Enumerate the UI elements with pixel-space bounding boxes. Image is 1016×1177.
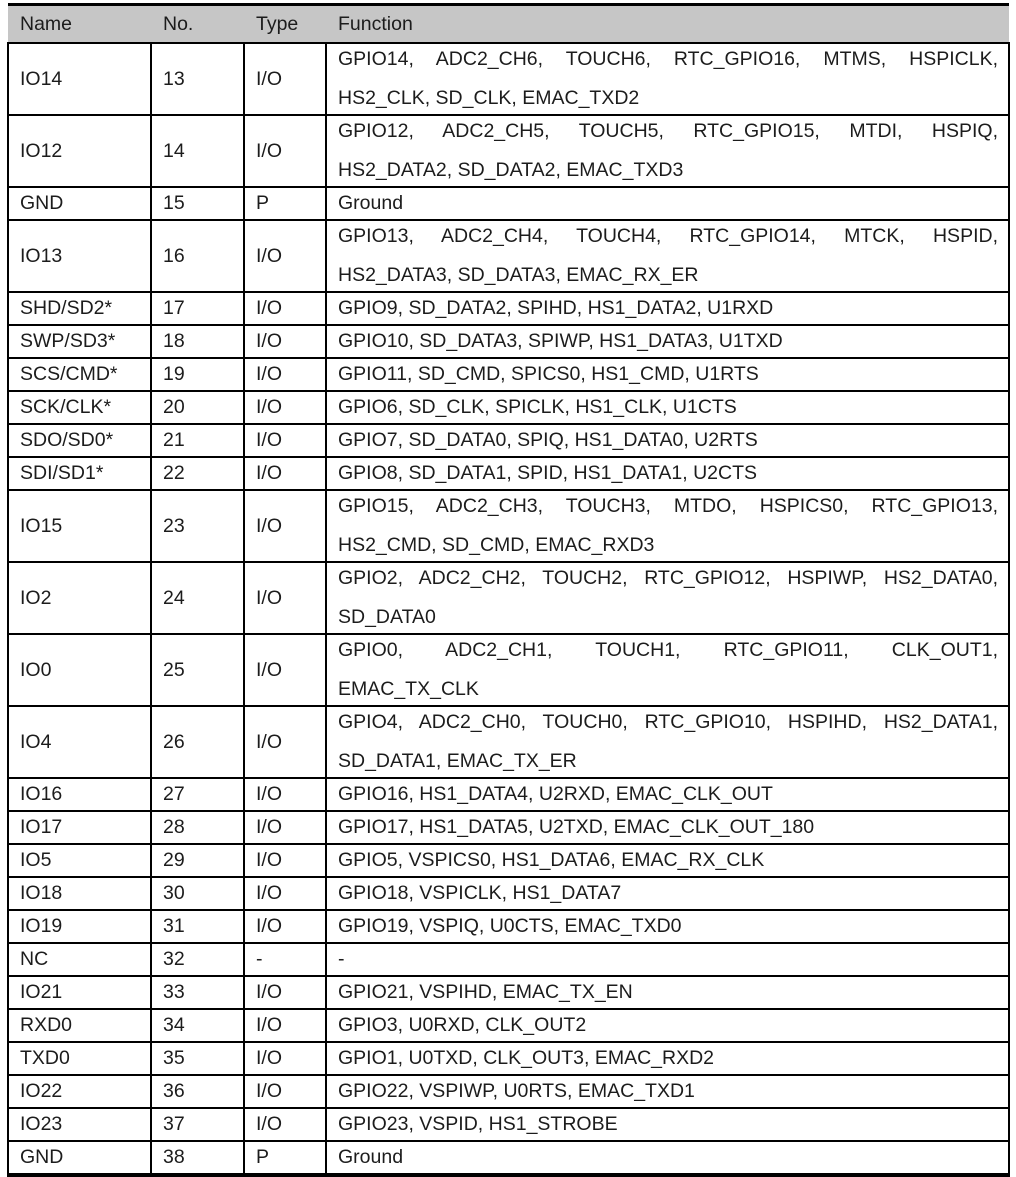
pin-number-cell: 26 (151, 706, 244, 778)
table-row (8, 1075, 1009, 1108)
pin-type-cell: I/O (244, 562, 326, 634)
pin-function-cell (326, 1009, 1009, 1042)
function-line: HS2_DATA2, SD_DATA2, EMAC_TXD3 (338, 159, 684, 181)
pin-name-cell: IO22 (8, 1075, 151, 1108)
pin-function-cell (326, 424, 1009, 457)
pin-type-cell: I/O (244, 43, 326, 115)
table-row (8, 1042, 1009, 1075)
table-row (8, 1108, 1009, 1141)
table-row (8, 877, 1009, 910)
table-row (8, 358, 1009, 391)
pin-number-cell: 28 (151, 811, 244, 844)
pin-name-cell: IO12 (8, 115, 151, 187)
pin-type-cell: I/O (244, 877, 326, 910)
pin-number-cell: 23 (151, 490, 244, 562)
pin-number-cell: 33 (151, 976, 244, 1009)
pin-number-cell: 30 (151, 877, 244, 910)
function-line: GPIO18, VSPICLK, HS1_DATA7 (338, 882, 622, 904)
table-row (8, 325, 1009, 358)
table-row (8, 115, 1009, 187)
pin-number-cell: 38 (151, 1141, 244, 1175)
pin-number-cell: 24 (151, 562, 244, 634)
pin-name-cell: IO14 (8, 43, 151, 115)
pin-number-cell: 36 (151, 1075, 244, 1108)
pin-function-cell (326, 292, 1009, 325)
pin-type-cell: I/O (244, 115, 326, 187)
pin-name-cell: TXD0 (8, 1042, 151, 1075)
pin-function-cell (326, 457, 1009, 490)
pin-function-cell (326, 943, 1009, 976)
pin-number-cell: 22 (151, 457, 244, 490)
pin-number-cell: 17 (151, 292, 244, 325)
column-header-name: Name (8, 5, 151, 44)
pin-table-body (8, 43, 1009, 1175)
table-row (8, 187, 1009, 220)
pin-function-cell (326, 1108, 1009, 1141)
pin-name-cell: SWP/SD3* (8, 325, 151, 358)
pin-number-cell: 25 (151, 634, 244, 706)
function-line: GPIO3, U0RXD, CLK_OUT2 (338, 1014, 587, 1036)
pin-function-cell (326, 634, 1009, 706)
pin-type-cell: I/O (244, 220, 326, 292)
table-row (8, 562, 1009, 634)
pin-type-cell: I/O (244, 490, 326, 562)
function-line: GPIO17, HS1_DATA5, U2TXD, EMAC_CLK_OUT_180 (338, 816, 815, 838)
pin-function-cell (326, 778, 1009, 811)
pin-number-cell: 31 (151, 910, 244, 943)
pin-function-cell (326, 910, 1009, 943)
header-row (8, 5, 1009, 44)
pin-type-cell: I/O (244, 778, 326, 811)
pin-type-cell: I/O (244, 976, 326, 1009)
function-line: GPIO14, ADC2_CH6, TOUCH6, RTC_GPIO16, MTMS, HSPICLK, (338, 48, 998, 70)
pin-name-cell: GND (8, 187, 151, 220)
pin-function-cell (326, 43, 1009, 115)
pin-function-cell (326, 490, 1009, 562)
table-row (8, 43, 1009, 115)
pin-function-table (7, 3, 1010, 1177)
pin-type-cell: I/O (244, 1042, 326, 1075)
function-line: GPIO0, ADC2_CH1, TOUCH1, RTC_GPIO11, CLK_OUT1, (338, 639, 998, 661)
pin-name-cell: IO15 (8, 490, 151, 562)
table-row (8, 220, 1009, 292)
pin-name-cell: SCS/CMD* (8, 358, 151, 391)
pin-number-cell: 20 (151, 391, 244, 424)
pin-type-cell: I/O (244, 292, 326, 325)
column-header-no: No. (151, 5, 244, 44)
pin-function-cell (326, 877, 1009, 910)
pin-type-cell: I/O (244, 391, 326, 424)
function-line: - (338, 948, 345, 970)
pin-type-cell: - (244, 943, 326, 976)
function-line: Ground (338, 1146, 404, 1168)
pin-type-cell: I/O (244, 634, 326, 706)
function-line: GPIO19, VSPIQ, U0CTS, EMAC_TXD0 (338, 915, 682, 937)
function-line: GPIO4, ADC2_CH0, TOUCH0, RTC_GPIO10, HSPIHD, HS2_DATA1, (338, 711, 998, 733)
pin-function-cell (326, 220, 1009, 292)
pin-type-cell: I/O (244, 910, 326, 943)
function-line: SD_DATA1, EMAC_TX_ER (338, 750, 577, 772)
function-line: GPIO16, HS1_DATA4, U2RXD, EMAC_CLK_OUT (338, 783, 773, 805)
function-line: HS2_CMD, SD_CMD, EMAC_RXD3 (338, 534, 655, 556)
pin-name-cell: IO19 (8, 910, 151, 943)
pin-function-cell (326, 562, 1009, 634)
table-row (8, 943, 1009, 976)
pin-name-cell: GND (8, 1141, 151, 1175)
function-line: Ground (338, 192, 404, 214)
function-line: EMAC_TX_CLK (338, 678, 479, 700)
pin-function-cell (326, 844, 1009, 877)
pin-type-cell: I/O (244, 358, 326, 391)
pin-name-cell: IO2 (8, 562, 151, 634)
pin-name-cell: IO13 (8, 220, 151, 292)
table-row (8, 457, 1009, 490)
pin-name-cell: IO0 (8, 634, 151, 706)
pin-type-cell: I/O (244, 1075, 326, 1108)
table-row (8, 490, 1009, 562)
pin-type-cell: P (244, 187, 326, 220)
table-row (8, 1009, 1009, 1042)
table-row (8, 976, 1009, 1009)
table-row (8, 844, 1009, 877)
pin-function-cell (326, 358, 1009, 391)
pin-name-cell: IO21 (8, 976, 151, 1009)
table-row (8, 778, 1009, 811)
pin-number-cell: 21 (151, 424, 244, 457)
table-row (8, 424, 1009, 457)
table-row (8, 391, 1009, 424)
pin-number-cell: 34 (151, 1009, 244, 1042)
function-line: GPIO22, VSPIWP, U0RTS, EMAC_TXD1 (338, 1080, 695, 1102)
function-line: SD_DATA0 (338, 606, 436, 628)
table-row (8, 811, 1009, 844)
pin-function-cell (326, 325, 1009, 358)
pin-name-cell: NC (8, 943, 151, 976)
table-row (8, 1141, 1009, 1175)
pin-function-cell (326, 811, 1009, 844)
pin-number-cell: 32 (151, 943, 244, 976)
pin-type-cell: I/O (244, 457, 326, 490)
pin-number-cell: 35 (151, 1042, 244, 1075)
pin-function-cell (326, 976, 1009, 1009)
pin-function-cell (326, 115, 1009, 187)
pin-type-cell: I/O (244, 844, 326, 877)
pin-name-cell: SCK/CLK* (8, 391, 151, 424)
pin-type-cell: I/O (244, 325, 326, 358)
function-line: GPIO11, SD_CMD, SPICS0, HS1_CMD, U1RTS (338, 363, 759, 385)
pin-name-cell: IO16 (8, 778, 151, 811)
pin-number-cell: 19 (151, 358, 244, 391)
pin-function-cell (326, 187, 1009, 220)
pin-number-cell: 13 (151, 43, 244, 115)
pin-type-cell: I/O (244, 1009, 326, 1042)
pin-number-cell: 16 (151, 220, 244, 292)
pin-name-cell: SDO/SD0* (8, 424, 151, 457)
column-header-function: Function (326, 5, 1009, 44)
function-line: GPIO15, ADC2_CH3, TOUCH3, MTDO, HSPICS0, RTC_GPIO13, (338, 495, 998, 517)
function-line: GPIO1, U0TXD, CLK_OUT3, EMAC_RXD2 (338, 1047, 715, 1069)
pin-function-cell (326, 1075, 1009, 1108)
pin-function-cell (326, 391, 1009, 424)
pin-type-cell: I/O (244, 424, 326, 457)
function-line: GPIO10, SD_DATA3, SPIWP, HS1_DATA3, U1TXD (338, 330, 783, 352)
pin-type-cell: I/O (244, 811, 326, 844)
pin-number-cell: 29 (151, 844, 244, 877)
function-line: GPIO5, VSPICS0, HS1_DATA6, EMAC_RX_CLK (338, 849, 765, 871)
table-row (8, 910, 1009, 943)
pin-function-cell (326, 1141, 1009, 1175)
pin-type-cell: I/O (244, 706, 326, 778)
function-line: GPIO9, SD_DATA2, SPIHD, HS1_DATA2, U1RXD (338, 297, 774, 319)
pin-type-cell: I/O (244, 1108, 326, 1141)
pin-function-cell (326, 706, 1009, 778)
pin-name-cell: IO4 (8, 706, 151, 778)
function-line: GPIO23, VSPID, HS1_STROBE (338, 1113, 618, 1135)
function-line: HS2_DATA3, SD_DATA3, EMAC_RX_ER (338, 264, 699, 286)
pin-name-cell: RXD0 (8, 1009, 151, 1042)
function-line: GPIO21, VSPIHD, EMAC_TX_EN (338, 981, 633, 1003)
pin-number-cell: 14 (151, 115, 244, 187)
function-line: GPIO7, SD_DATA0, SPIQ, HS1_DATA0, U2RTS (338, 429, 758, 451)
pin-name-cell: IO23 (8, 1108, 151, 1141)
column-header-type: Type (244, 5, 326, 44)
pin-name-cell: IO17 (8, 811, 151, 844)
pin-name-cell: SHD/SD2* (8, 292, 151, 325)
function-line: GPIO6, SD_CLK, SPICLK, HS1_CLK, U1CTS (338, 396, 737, 418)
pin-number-cell: 18 (151, 325, 244, 358)
pin-name-cell: IO5 (8, 844, 151, 877)
pin-name-cell: IO18 (8, 877, 151, 910)
function-line: GPIO13, ADC2_CH4, TOUCH4, RTC_GPIO14, MTCK, HSPID, (338, 225, 998, 247)
pin-number-cell: 15 (151, 187, 244, 220)
function-line: HS2_CLK, SD_CLK, EMAC_TXD2 (338, 87, 640, 109)
pin-type-cell: P (244, 1141, 326, 1175)
table-row (8, 292, 1009, 325)
function-line: GPIO8, SD_DATA1, SPID, HS1_DATA1, U2CTS (338, 462, 758, 484)
table-row (8, 706, 1009, 778)
table-row (8, 634, 1009, 706)
pin-number-cell: 27 (151, 778, 244, 811)
pin-name-cell: SDI/SD1* (8, 457, 151, 490)
pin-number-cell: 37 (151, 1108, 244, 1141)
pin-function-cell (326, 1042, 1009, 1075)
function-line: GPIO12, ADC2_CH5, TOUCH5, RTC_GPIO15, MTDI, HSPIQ, (338, 120, 998, 142)
function-line: GPIO2, ADC2_CH2, TOUCH2, RTC_GPIO12, HSPIWP, HS2_DATA0, (338, 567, 998, 589)
